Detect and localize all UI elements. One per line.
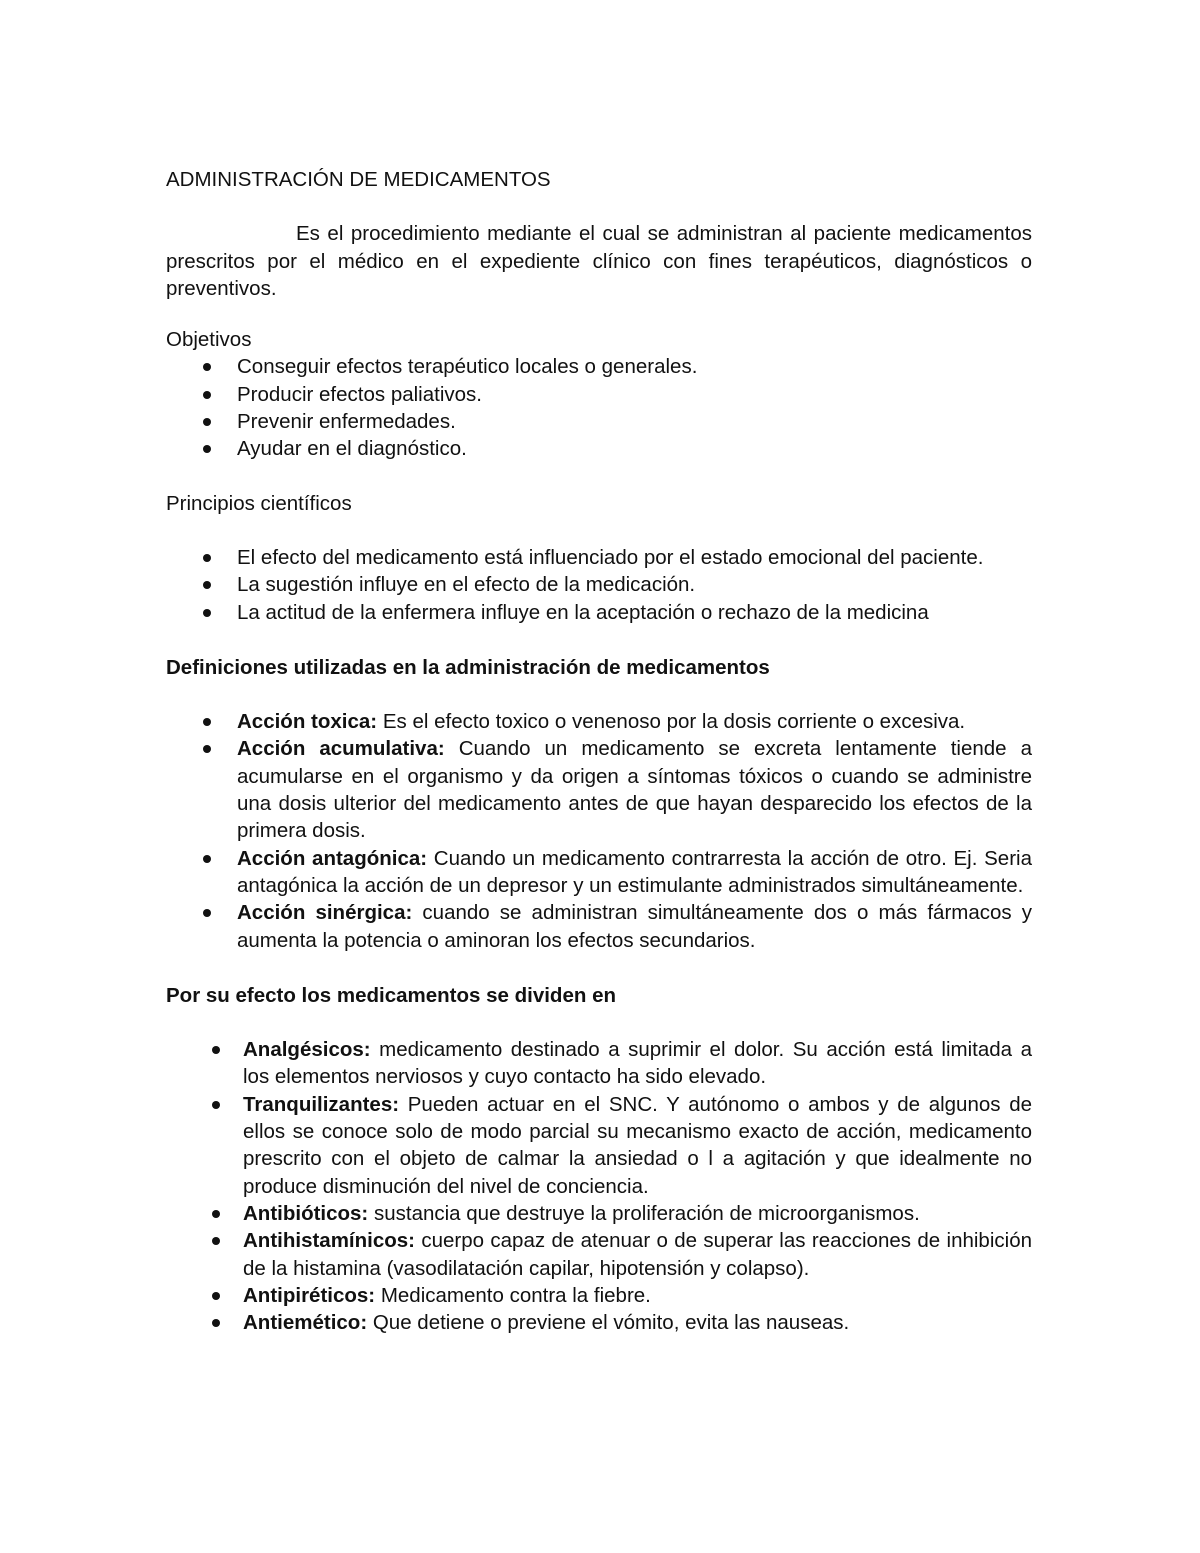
list-item: Antihistamínicos: cuerpo capaz de atenuar o de superar las reacciones de inhibición de la histamina (vasodilatación capilar, hipotensión y colapso). — [166, 1227, 1032, 1282]
types-heading: Por su efecto los medicamentos se dividen en — [166, 983, 616, 1007]
principles-heading: Principios científicos — [166, 491, 352, 515]
list-item: Acción acumulativa: Cuando un medicamento se excreta lentamente tiende a acumularse en el organismo y da origen a síntomas tóxicos o cuando se administre una dosis ulterior del medicamento antes de que hayan desparecido los efectos de la primera dosis. — [166, 735, 1032, 844]
list-item: La actitud de la enfermera influye en la aceptación o rechazo de la medicina — [166, 599, 1032, 626]
bullet-icon — [212, 1046, 220, 1054]
list-item: Tranquilizantes: Pueden actuar en el SNC. Y autónomo o ambos y de algunos de ellos se conoce solo de modo parcial su mecanismo exacto de acción, medicamento prescrito con el objeto de calmar la ansiedad o l a agitación y que idealmente no produce disminución del nivel de conciencia. — [166, 1091, 1032, 1200]
list-item: Analgésicos: medicamento destinado a suprimir el dolor. Su acción está limitada a los elementos nerviosos y cuyo contacto ha sido elevado. — [166, 1036, 1032, 1091]
bullet-icon — [212, 1210, 220, 1218]
bullet-icon — [203, 554, 211, 562]
list-item: Prevenir enfermedades. — [166, 408, 1032, 435]
bullet-icon — [212, 1237, 220, 1245]
bullet-icon — [203, 718, 211, 726]
list-item: Antibióticos: sustancia que destruye la proliferación de microorganismos. — [166, 1200, 1032, 1227]
objectives-list — [166, 353, 1032, 462]
bullet-icon — [203, 909, 211, 917]
document-body — [166, 166, 1032, 1336]
intro-paragraph: Es el procedimiento mediante el cual se administran al paciente medicamentos prescritos por el médico en el expediente clínico con fines terapéuticos, diagnósticos o preventivos. — [166, 222, 1032, 300]
bullet-icon — [212, 1292, 220, 1300]
types-list — [166, 1036, 1032, 1336]
definitions-list — [166, 708, 1032, 954]
list-item: El efecto del medicamento está influenciado por el estado emocional del paciente. — [166, 544, 1032, 571]
page-title: ADMINISTRACIÓN DE MEDICAMENTOS — [166, 168, 551, 191]
list-item: Conseguir efectos terapéutico locales o generales. — [166, 353, 1032, 380]
bullet-icon — [203, 418, 211, 426]
list-item: Antipiréticos: Medicamento contra la fiebre. — [166, 1282, 1032, 1309]
list-item: Ayudar en el diagnóstico. — [166, 435, 1032, 462]
list-item: La sugestión influye en el efecto de la medicación. — [166, 571, 1032, 598]
bullet-icon — [203, 445, 211, 453]
bullet-icon — [203, 855, 211, 863]
list-item: Producir efectos paliativos. — [166, 381, 1032, 408]
bullet-icon — [203, 363, 211, 371]
bullet-icon — [203, 581, 211, 589]
list-item: Acción toxica: Es el efecto toxico o venenoso por la dosis corriente o excesiva. — [166, 708, 1032, 735]
bullet-icon — [203, 391, 211, 399]
definitions-heading: Definiciones utilizadas en la administración de medicamentos — [166, 655, 770, 679]
principles-list — [166, 544, 1032, 626]
bullet-icon — [212, 1101, 220, 1109]
list-item: Acción sinérgica: cuando se administran simultáneamente dos o más fármacos y aumenta la potencia o aminoran los efectos secundarios. — [166, 899, 1032, 954]
list-item: Acción antagónica: Cuando un medicamento contrarresta la acción de otro. Ej. Seria antagónica la acción de un depresor y un estimulante administrados simultáneamente. — [166, 845, 1032, 900]
bullet-icon — [212, 1319, 220, 1327]
list-item: Antiemético: Que detiene o previene el vómito, evita las nauseas. — [166, 1309, 1032, 1336]
bullet-icon — [203, 609, 211, 617]
objectives-heading: Objetivos — [166, 328, 252, 352]
bullet-icon — [203, 745, 211, 753]
